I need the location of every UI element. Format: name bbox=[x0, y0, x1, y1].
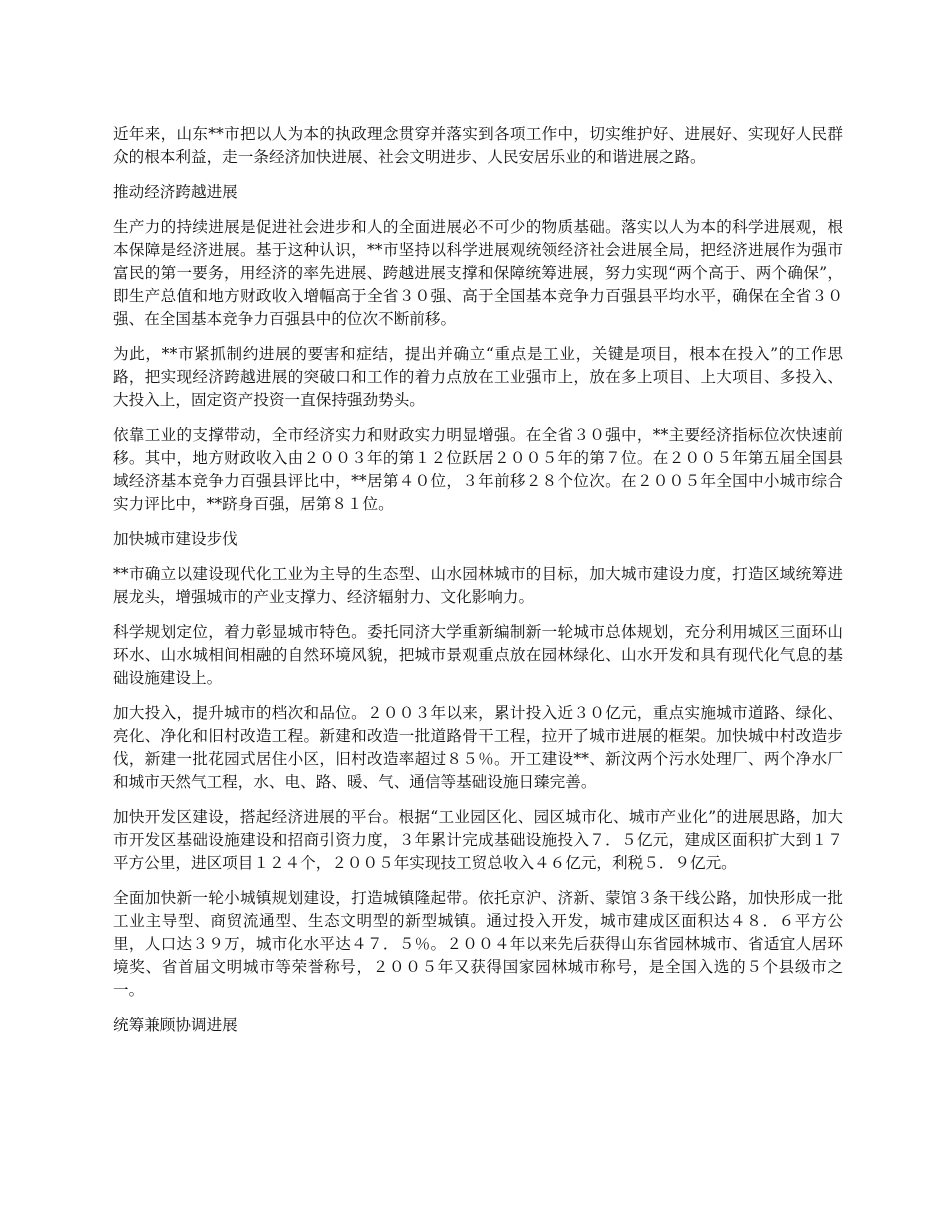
section-heading-economy: 推动经济跨越进展 bbox=[113, 183, 238, 201]
paragraph-productivity: 生产力的持续进展是促进社会进步和人的全面进展必不可少的物质基础。落实以人为本的科学进展观，根本保障是经济进展。基于这种认识，**市坚持以科学进展观统领经济社会进展全局，把经济进展作为强市富民的第一要务，用经济的率先进展、跨越进展支撑和保障统筹进展，努力实现“两个高于、两个确保”，即生产总值和地方财政收入增幅高于全省３０强、高于全国基本竞争力百强县平均水平，确保在全省３０强、在全国基本竞争力百强县中的位次不断前移。 bbox=[113, 218, 843, 328]
paragraph-development-zone: 加快开发区建设，搭起经济进展的平台。根据“工业园区化、园区城市化、城市产业化”的进展思路，加大市开发区基础设施建设和招商引资力度，３年累计完成基础设施投入７．５亿元，建成区面积扩大到１７平方公里，进区项目１２４个，２００５年实现技工贸总收入４６亿元，利税５．９亿元。 bbox=[113, 808, 843, 872]
paragraph-city-planning: 科学规划定位，着力彰显城市特色。委托同济大学重新编制新一轮城市总体规划，充分利用城区三面环山环水、山水城相间相融的自然环境风貌，把城市景观重点放在园林绿化、山水开发和具有现代化气息的基础设施建设上。 bbox=[113, 623, 843, 687]
paragraph-industry-results: 依靠工业的支撑带动，全市经济实力和财政实力明显增强。在全省３０强中，**主要经济指标位次快速前移。其中，地方财政收入由２００３年的第１２位跃居２００５年的第７位。在２００５年第五届全国县域经济基本竞争力百强县评比中，**居第４０位，３年前移２８个位次。在２００５年全国中小城市综合实力评比中，**跻身百强，居第８１位。 bbox=[113, 426, 843, 513]
paragraph-intro: 近年来，山东**市把以人为本的执政理念贯穿并落实到各项工作中，切实维护好、进展好、实现好人民群众的根本利益，走一条经济加快进展、社会文明进步、人民安居乐业的和谐进展之路。 bbox=[113, 125, 843, 166]
paragraph-city-goal: **市确立以建设现代化工业为主导的生态型、山水园林城市的目标，加大城市建设力度，打造区域统筹进展龙头，增强城市的产业支撑力、经济辐射力、文化影响力。 bbox=[113, 565, 843, 606]
paragraph-work-strategy: 为此，**市紧抓制约进展的要害和症结，提出并确立“重点是工业，关键是项目，根本在投入”的工作思路，把实现经济跨越进展的突破口和工作的着力点放在工业强市上，放在多上项目、上大项目、多投入、大投入上，固定资产投资一直保持强劲势头。 bbox=[113, 345, 843, 409]
paragraph-small-towns: 全面加快新一轮小城镇规划建设，打造城镇隆起带。依托京沪、济新、蒙馆３条干线公路，加快形成一批工业主导型、商贸流通型、生态文明型的新型城镇。通过投入开发，城市建成区面积达４８．６平方公里，人口达３９万，城市化水平达４７．５％。２００４年以来先后获得山东省园林城市、省适宜人居环境奖、省首届文明城市等荣誉称号，２００５年又获得国家园林城市称号，是全国入选的５个县级市之一。 bbox=[113, 889, 843, 999]
section-heading-city-construction: 加快城市建设步伐 bbox=[113, 530, 238, 548]
document-body bbox=[113, 123, 843, 1049]
section-heading-coordination: 统筹兼顾协调进展 bbox=[113, 1016, 238, 1034]
paragraph-city-investment: 加大投入，提升城市的档次和品位。２００３年以来，累计投入近３０亿元，重点实施城市道路、绿化、亮化、净化和旧村改造工程。新建和改造一批道路骨干工程，拉开了城市进展的框架。加快城中村改造步伐，新建一批花园式居住小区，旧村改造率超过８５％。开工建设**、新汶两个污水处理厂、两个净水厂和城市天然气工程，水、电、路、暖、气、通信等基础设施日臻完善。 bbox=[113, 704, 843, 791]
